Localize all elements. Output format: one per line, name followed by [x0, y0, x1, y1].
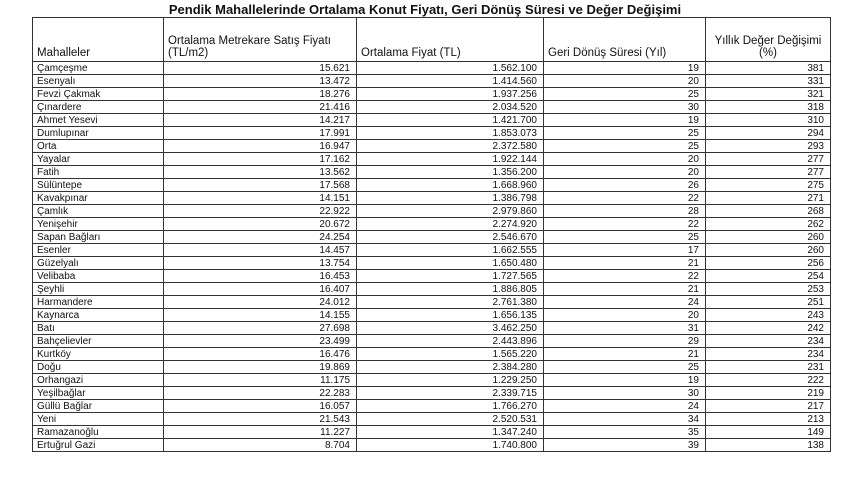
table-row: [33, 439, 831, 452]
avg-price-cell: 2.339.715: [357, 387, 544, 400]
table-row: [33, 75, 831, 88]
avg-price-cell: 1.356.200: [357, 166, 544, 179]
annual-change-cell: 318: [706, 101, 831, 114]
table-row: [33, 231, 831, 244]
neighborhood-cell: Bahçelievler: [33, 335, 164, 348]
header-avg-price: Ortalama Fiyat (TL): [357, 18, 544, 62]
annual-change-cell: 149: [706, 426, 831, 439]
payback-years-cell: 24: [544, 296, 706, 309]
price-per-m2-cell: 16.453: [164, 270, 357, 283]
payback-years-cell: 21: [544, 348, 706, 361]
table-header: [33, 18, 831, 62]
avg-price-cell: 3.462.250: [357, 322, 544, 335]
annual-change-cell: 294: [706, 127, 831, 140]
table-row: [33, 101, 831, 114]
avg-price-cell: 1.853.073: [357, 127, 544, 140]
price-per-m2-cell: 27.698: [164, 322, 357, 335]
payback-years-cell: 20: [544, 166, 706, 179]
annual-change-cell: 213: [706, 413, 831, 426]
annual-change-cell: 277: [706, 166, 831, 179]
price-per-m2-cell: 8.704: [164, 439, 357, 452]
price-per-m2-cell: 16.947: [164, 140, 357, 153]
payback-years-cell: 24: [544, 400, 706, 413]
price-per-m2-cell: 14.217: [164, 114, 357, 127]
table-row: [33, 205, 831, 218]
annual-change-cell: 217: [706, 400, 831, 413]
payback-years-cell: 29: [544, 335, 706, 348]
table-row: [33, 192, 831, 205]
neighborhood-cell: Fevzi Çakmak: [33, 88, 164, 101]
annual-change-cell: 275: [706, 179, 831, 192]
data-table: [32, 17, 831, 452]
annual-change-cell: 222: [706, 374, 831, 387]
payback-years-cell: 30: [544, 387, 706, 400]
payback-years-cell: 25: [544, 140, 706, 153]
header-neighborhood: Mahalleler: [33, 18, 164, 62]
avg-price-cell: 2.443.896: [357, 335, 544, 348]
neighborhood-cell: Çamçeşme: [33, 62, 164, 75]
neighborhood-cell: Çamlık: [33, 205, 164, 218]
neighborhood-cell: Yenişehir: [33, 218, 164, 231]
payback-years-cell: 25: [544, 88, 706, 101]
price-per-m2-cell: 17.991: [164, 127, 357, 140]
table-row: [33, 296, 831, 309]
price-per-m2-cell: 14.155: [164, 309, 357, 322]
annual-change-cell: 254: [706, 270, 831, 283]
avg-price-cell: 1.421.700: [357, 114, 544, 127]
annual-change-cell: 219: [706, 387, 831, 400]
neighborhood-cell: Fatih: [33, 166, 164, 179]
avg-price-cell: 2.546.670: [357, 231, 544, 244]
neighborhood-cell: Ramazanoğlu: [33, 426, 164, 439]
price-per-m2-cell: 18.276: [164, 88, 357, 101]
price-per-m2-cell: 24.012: [164, 296, 357, 309]
table-row: [33, 244, 831, 257]
annual-change-cell: 293: [706, 140, 831, 153]
payback-years-cell: 30: [544, 101, 706, 114]
price-per-m2-cell: 16.407: [164, 283, 357, 296]
annual-change-cell: 271: [706, 192, 831, 205]
annual-change-cell: 381: [706, 62, 831, 75]
table-row: [33, 426, 831, 439]
payback-years-cell: 31: [544, 322, 706, 335]
payback-years-cell: 21: [544, 283, 706, 296]
avg-price-cell: 1.386.798: [357, 192, 544, 205]
avg-price-cell: 2.520.531: [357, 413, 544, 426]
payback-years-cell: 19: [544, 114, 706, 127]
neighborhood-cell: Orta: [33, 140, 164, 153]
avg-price-cell: 1.650.480: [357, 257, 544, 270]
table-row: [33, 62, 831, 75]
price-per-m2-cell: 11.175: [164, 374, 357, 387]
neighborhood-cell: Orhangazi: [33, 374, 164, 387]
header-annual-value-change: Yıllık Değer Değişimi (%): [706, 18, 831, 62]
payback-years-cell: 21: [544, 257, 706, 270]
payback-years-cell: 22: [544, 218, 706, 231]
annual-change-cell: 243: [706, 309, 831, 322]
price-per-m2-cell: 23.499: [164, 335, 357, 348]
neighborhood-cell: Yayalar: [33, 153, 164, 166]
neighborhood-cell: Yeni: [33, 413, 164, 426]
price-per-m2-cell: 16.476: [164, 348, 357, 361]
payback-years-cell: 19: [544, 374, 706, 387]
table-row: [33, 88, 831, 101]
price-per-m2-cell: 13.472: [164, 75, 357, 88]
payback-years-cell: 35: [544, 426, 706, 439]
annual-change-cell: 138: [706, 439, 831, 452]
payback-years-cell: 20: [544, 153, 706, 166]
table-row: [33, 270, 831, 283]
avg-price-cell: 1.922.144: [357, 153, 544, 166]
payback-years-cell: 25: [544, 127, 706, 140]
table-row: [33, 335, 831, 348]
annual-change-cell: 310: [706, 114, 831, 127]
avg-price-cell: 2.274.920: [357, 218, 544, 231]
payback-years-cell: 25: [544, 361, 706, 374]
table-row: [33, 400, 831, 413]
annual-change-cell: 268: [706, 205, 831, 218]
annual-change-cell: 277: [706, 153, 831, 166]
header-row: [33, 18, 831, 62]
table-row: [33, 374, 831, 387]
annual-change-cell: 260: [706, 244, 831, 257]
header-avg-price-per-m2: Ortalama Metrekare Satış Fiyatı (TL/m2): [164, 18, 357, 62]
annual-change-cell: 251: [706, 296, 831, 309]
avg-price-cell: 1.562.100: [357, 62, 544, 75]
annual-change-cell: 321: [706, 88, 831, 101]
annual-change-cell: 331: [706, 75, 831, 88]
annual-change-cell: 256: [706, 257, 831, 270]
price-per-m2-cell: 16.057: [164, 400, 357, 413]
annual-change-cell: 260: [706, 231, 831, 244]
payback-years-cell: 20: [544, 75, 706, 88]
price-per-m2-cell: 24.254: [164, 231, 357, 244]
payback-years-cell: 17: [544, 244, 706, 257]
neighborhood-cell: Kavakpınar: [33, 192, 164, 205]
neighborhood-cell: Ertuğrul Gazi: [33, 439, 164, 452]
table-row: [33, 348, 831, 361]
payback-years-cell: 34: [544, 413, 706, 426]
avg-price-cell: 1.229.250: [357, 374, 544, 387]
neighborhood-cell: Güllü Bağlar: [33, 400, 164, 413]
avg-price-cell: 1.656.135: [357, 309, 544, 322]
neighborhood-cell: Yeşilbağlar: [33, 387, 164, 400]
avg-price-cell: 1.886.805: [357, 283, 544, 296]
neighborhood-cell: Sülüntepe: [33, 179, 164, 192]
avg-price-cell: 2.372.580: [357, 140, 544, 153]
annual-change-cell: 234: [706, 335, 831, 348]
table-body: [33, 62, 831, 452]
payback-years-cell: 22: [544, 270, 706, 283]
table-row: [33, 218, 831, 231]
price-per-m2-cell: 11.227: [164, 426, 357, 439]
avg-price-cell: 1.740.800: [357, 439, 544, 452]
avg-price-cell: 1.347.240: [357, 426, 544, 439]
neighborhood-cell: Batı: [33, 322, 164, 335]
table-row: [33, 283, 831, 296]
table-row: [33, 166, 831, 179]
table-title: Pendik Mahallelerinde Ortalama Konut Fiyatı, Geri Dönüş Süresi ve Değer Değişimi: [168, 2, 682, 17]
neighborhood-cell: Ahmet Yesevi: [33, 114, 164, 127]
payback-years-cell: 22: [544, 192, 706, 205]
avg-price-cell: 1.662.555: [357, 244, 544, 257]
neighborhood-cell: Kaynarca: [33, 309, 164, 322]
payback-years-cell: 25: [544, 231, 706, 244]
avg-price-cell: 1.727.565: [357, 270, 544, 283]
avg-price-cell: 2.761.380: [357, 296, 544, 309]
table-row: [33, 387, 831, 400]
neighborhood-cell: Esenler: [33, 244, 164, 257]
table-row: [33, 179, 831, 192]
price-per-m2-cell: 20.672: [164, 218, 357, 231]
neighborhood-cell: Çınardere: [33, 101, 164, 114]
avg-price-cell: 1.937.256: [357, 88, 544, 101]
neighborhood-cell: Velibaba: [33, 270, 164, 283]
price-per-m2-cell: 21.416: [164, 101, 357, 114]
price-per-m2-cell: 15.621: [164, 62, 357, 75]
neighborhood-cell: Şeyhli: [33, 283, 164, 296]
table-row: [33, 257, 831, 270]
payback-years-cell: 19: [544, 62, 706, 75]
payback-years-cell: 39: [544, 439, 706, 452]
table-row: [33, 127, 831, 140]
avg-price-cell: 1.668.960: [357, 179, 544, 192]
annual-change-cell: 253: [706, 283, 831, 296]
annual-change-cell: 234: [706, 348, 831, 361]
price-per-m2-cell: 22.283: [164, 387, 357, 400]
price-per-m2-cell: 17.162: [164, 153, 357, 166]
price-per-m2-cell: 14.457: [164, 244, 357, 257]
payback-years-cell: 28: [544, 205, 706, 218]
neighborhood-cell: Harmandere: [33, 296, 164, 309]
price-per-m2-cell: 21.543: [164, 413, 357, 426]
price-per-m2-cell: 14.151: [164, 192, 357, 205]
table-row: [33, 309, 831, 322]
table-row: [33, 153, 831, 166]
avg-price-cell: 1.565.220: [357, 348, 544, 361]
neighborhood-cell: Doğu: [33, 361, 164, 374]
avg-price-cell: 2.034.520: [357, 101, 544, 114]
table-row: [33, 322, 831, 335]
annual-change-cell: 262: [706, 218, 831, 231]
price-per-m2-cell: 22.922: [164, 205, 357, 218]
avg-price-cell: 1.414.560: [357, 75, 544, 88]
avg-price-cell: 2.384.280: [357, 361, 544, 374]
payback-years-cell: 20: [544, 309, 706, 322]
table-row: [33, 413, 831, 426]
price-per-m2-cell: 17.568: [164, 179, 357, 192]
annual-change-cell: 231: [706, 361, 831, 374]
neighborhood-cell: Sapan Bağları: [33, 231, 164, 244]
payback-years-cell: 26: [544, 179, 706, 192]
neighborhood-cell: Esenyalı: [33, 75, 164, 88]
table-row: [33, 361, 831, 374]
neighborhood-cell: Dumlupınar: [33, 127, 164, 140]
header-payback-period: Geri Dönüş Süresi (Yıl): [544, 18, 706, 62]
annual-change-cell: 242: [706, 322, 831, 335]
table-row: [33, 114, 831, 127]
avg-price-cell: 1.766.270: [357, 400, 544, 413]
avg-price-cell: 2.979.860: [357, 205, 544, 218]
price-per-m2-cell: 19.869: [164, 361, 357, 374]
price-per-m2-cell: 13.754: [164, 257, 357, 270]
neighborhood-cell: Güzelyalı: [33, 257, 164, 270]
table-row: [33, 140, 831, 153]
neighborhood-cell: Kurtköy: [33, 348, 164, 361]
price-per-m2-cell: 13.562: [164, 166, 357, 179]
